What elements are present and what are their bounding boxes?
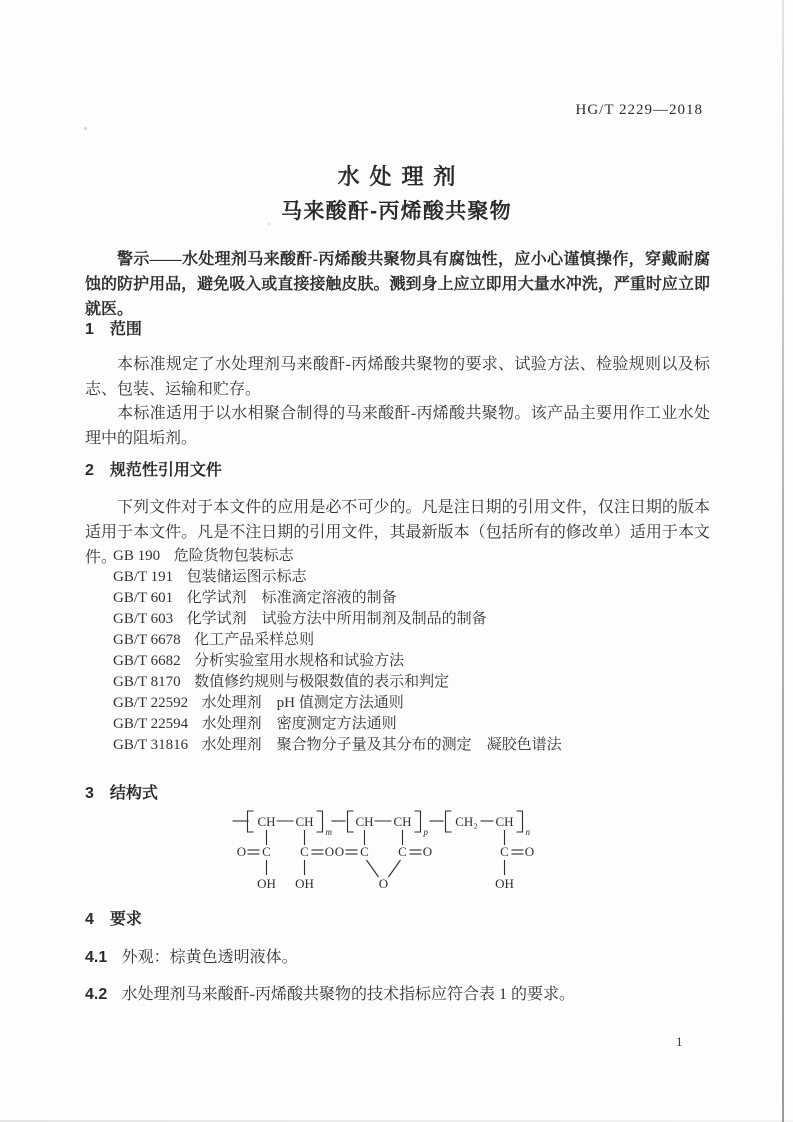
reference-title: 分析实验室用水规格和试验方法 — [194, 653, 405, 669]
svg-text:O: O — [524, 844, 535, 859]
reference-title: 水处理剂 密度测定方法通则 — [201, 716, 397, 732]
reference-code: GB/T 191 — [113, 569, 174, 585]
svg-text:CH: CH — [393, 814, 412, 829]
reference-code: GB/T 22592 — [113, 695, 189, 711]
reference-item — [113, 546, 713, 567]
reference-code: GB/T 6682 — [113, 653, 181, 669]
svg-text:O: O — [334, 844, 345, 859]
section3-heading — [85, 780, 158, 803]
svg-text:p: p — [423, 827, 428, 837]
svg-text:O: O — [422, 844, 433, 859]
section2-heading — [85, 457, 222, 480]
svg-text:OH: OH — [295, 876, 314, 891]
reference-item — [113, 672, 713, 693]
polymer-structure-diagram — [224, 804, 569, 899]
section1-paragraph2: 本标准适用于以水相聚合制得的马来酸酐-丙烯酸共聚物。该产品主要用作工业水处理中的阻垢剂。 — [85, 405, 710, 447]
svg-text:C: C — [398, 844, 407, 859]
svg-text:O: O — [378, 876, 389, 891]
reference-item — [113, 630, 713, 651]
reference-code: GB/T 601 — [113, 590, 174, 606]
reference-item — [113, 693, 713, 714]
reference-code: GB 190 — [113, 548, 161, 564]
section1-number: 1 — [85, 321, 94, 338]
reference-code: GB/T 603 — [113, 611, 174, 627]
svg-text:CH₂: CH₂ — [455, 814, 478, 829]
clause-4-1 — [85, 944, 710, 967]
svg-text:C: C — [500, 844, 509, 859]
clause-4-1-number: 4.1 — [85, 949, 108, 966]
clause-4-2-text: 水处理剂马来酸酐-丙烯酸共聚物的技术指标应符合表 1 的要求。 — [121, 986, 575, 1003]
section2-intro: 下列文件对于本文件的应用是必不可少的。凡是注日期的引用文件，仅注日期的版本适用于本文件。凡是不注日期的引用文件，其最新版本（包括所有的修改单）适用于本文件。 — [85, 499, 710, 566]
svg-text:O: O — [236, 844, 247, 859]
scan-speck — [84, 127, 87, 130]
structural-formula — [0, 804, 793, 904]
reference-item — [113, 567, 713, 588]
section1-paragraph1: 本标准规定了水处理剂马来酸酐-丙烯酸共聚物的要求、试验方法、检验规则以及标志、包装、运输和贮存。 — [85, 356, 710, 398]
svg-text:CH: CH — [295, 814, 314, 829]
svg-text:CH: CH — [495, 814, 514, 829]
reference-item — [113, 609, 713, 630]
reference-title: 数值修约规则与极限数值的表示和判定 — [194, 674, 450, 690]
reference-item — [113, 714, 713, 735]
reference-item — [113, 735, 713, 756]
section2-number: 2 — [85, 462, 94, 479]
section4-number: 4 — [85, 911, 94, 928]
reference-title: 水处理剂 聚合物分子量及其分布的测定 凝胶色谱法 — [201, 737, 562, 753]
reference-title: 化学试剂 试验方法中所用制剂及制品的制备 — [186, 611, 487, 627]
reference-title: 化工产品采样总则 — [194, 632, 315, 648]
svg-text:m: m — [325, 827, 332, 837]
section2-title: 规范性引用文件 — [109, 462, 222, 479]
svg-text:C: C — [262, 844, 271, 859]
reference-title: 化学试剂 标准滴定溶液的制备 — [186, 590, 397, 606]
reference-title: 危险货物包装标志 — [173, 548, 294, 564]
reference-code: GB/T 6678 — [113, 632, 181, 648]
warning-paragraph: 警示——水处理剂马来酸酐-丙烯酸共聚物具有腐蚀性，应小心谨慎操作，穿戴耐腐蚀的防护用品，避免吸入或直接接触皮肤。溅到身上应立即用大量水冲洗，严重时应立即就医。 — [85, 251, 710, 318]
section4-heading — [85, 906, 142, 929]
page-number: 1 — [676, 1034, 683, 1049]
document-title-line2: 马来酸酐-丙烯酸共聚物 — [281, 200, 512, 223]
standard-number-header: HG/T 2229—2018 — [575, 102, 703, 118]
reference-code: GB/T 22594 — [113, 716, 189, 732]
svg-text:C: C — [300, 844, 309, 859]
clause-4-2 — [85, 981, 710, 1004]
svg-text:O: O — [324, 844, 335, 859]
section3-number: 3 — [85, 785, 94, 802]
svg-text:CH: CH — [355, 814, 374, 829]
svg-text:OH: OH — [495, 876, 514, 891]
normative-references-list — [113, 546, 713, 756]
svg-text:n: n — [525, 827, 530, 837]
reference-code: GB/T 8170 — [113, 674, 181, 690]
reference-code: GB/T 31816 — [113, 737, 189, 753]
clause-4-2-number: 4.2 — [85, 986, 108, 1003]
reference-item — [113, 588, 713, 609]
svg-text:CH: CH — [257, 814, 276, 829]
section3-title: 结构式 — [109, 785, 158, 802]
reference-title: 水处理剂 pH 值测定方法通则 — [201, 695, 404, 711]
svg-text:OH: OH — [257, 876, 276, 891]
section1-heading — [85, 316, 142, 339]
reference-item — [113, 651, 713, 672]
document-title-line1: 水处理剂 — [337, 164, 466, 189]
clause-4-1-text: 外观：棕黄色透明液体。 — [121, 949, 298, 966]
svg-text:C: C — [360, 844, 369, 859]
section4-title: 要求 — [109, 911, 142, 928]
section1-title: 范围 — [109, 321, 142, 338]
reference-title: 包装储运图示标志 — [186, 569, 307, 585]
